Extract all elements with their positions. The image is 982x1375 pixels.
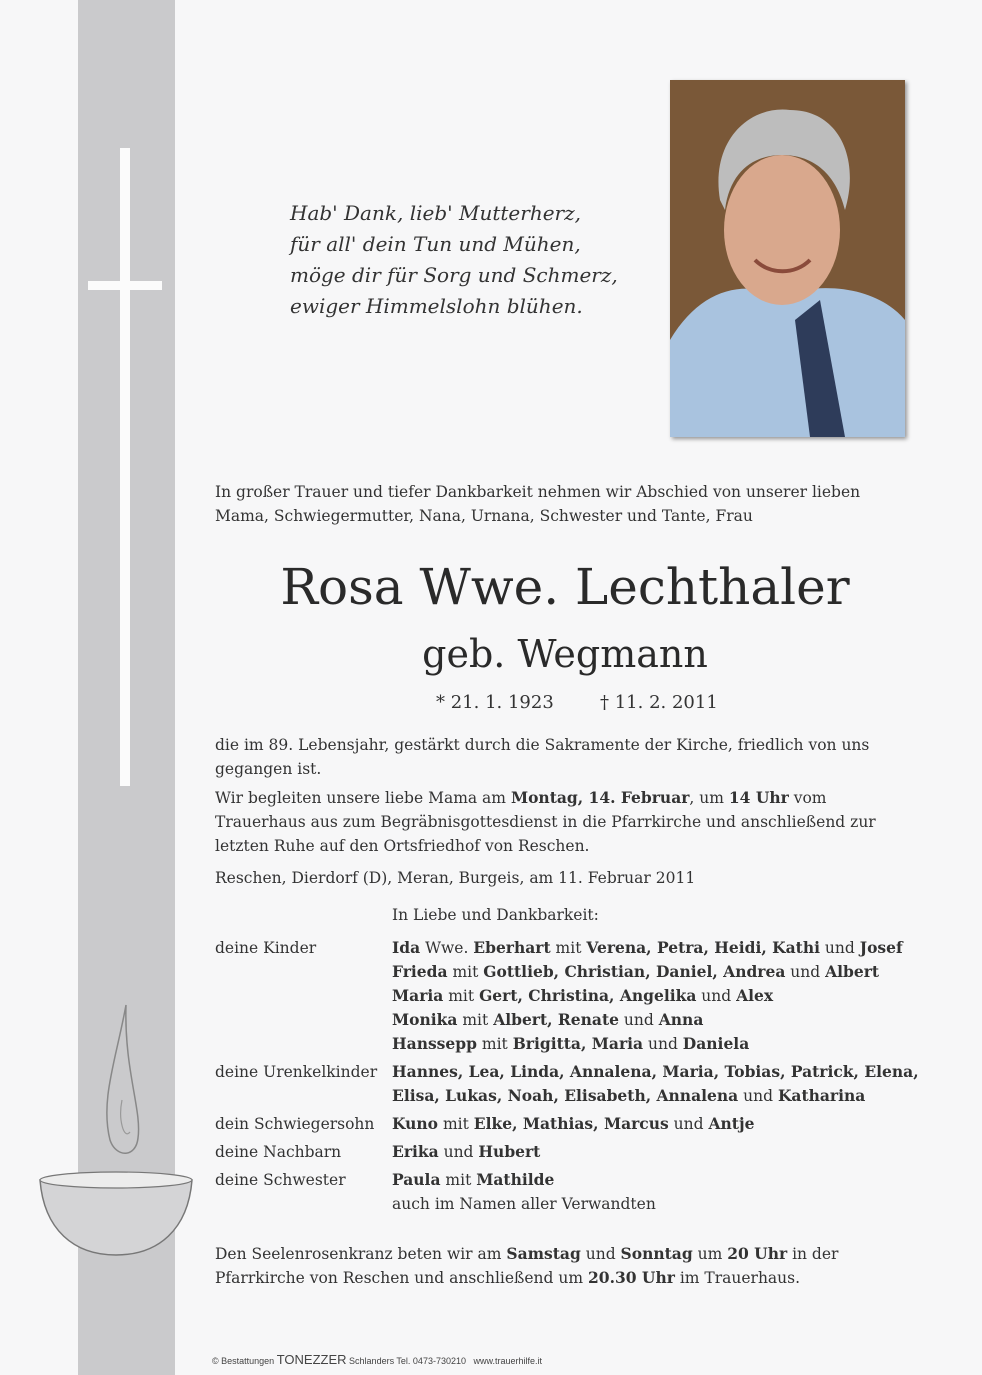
family-group-members — [392, 1168, 656, 1216]
bold-text: Kuno — [392, 1114, 439, 1133]
family-group-members — [392, 1112, 754, 1136]
bold-text: 14 Uhr — [728, 788, 789, 807]
text: und — [819, 939, 860, 957]
text: und — [438, 1143, 479, 1161]
bold-text: Sonntag — [620, 1244, 693, 1263]
intro-line: In großer Trauer und tiefer Dankbarkeit nehmen wir Abschied von unserer lieben — [215, 483, 861, 501]
family-group — [215, 1112, 919, 1136]
bold-text: Elisa, Lukas, Noah, Elisabeth, Annalena — [392, 1086, 739, 1105]
intro-line: Mama, Schwiegermutter, Nana, Urnana, Schwester und Tante, Frau — [215, 507, 753, 525]
place-date: Reschen, Dierdorf (D), Meran, Burgeis, am 11. Februar 2011 — [215, 869, 696, 887]
text: mit — [443, 987, 480, 1005]
cross-icon — [120, 148, 130, 786]
bold-text: Eberhart — [473, 938, 551, 957]
bold-text: Alex — [736, 986, 774, 1005]
poem-line: für all' dein Tun und Mühen, — [290, 232, 581, 256]
paragraph-funeral — [215, 786, 915, 858]
bold-text: 20 Uhr — [727, 1244, 788, 1263]
family-line — [392, 1032, 903, 1056]
family-group-label: deine Urenkelkinder — [215, 1063, 378, 1081]
family-line — [392, 1140, 540, 1164]
text: mit — [440, 1171, 477, 1189]
bold-text: Brigitta, Maria — [512, 1034, 644, 1053]
family-group — [215, 1140, 919, 1164]
text: mit — [550, 939, 587, 957]
deceased-name: Rosa Wwe. Lechthaler — [280, 558, 850, 616]
family-line — [392, 960, 903, 984]
poem-line: ewiger Himmelslohn blühen. — [290, 294, 583, 318]
rosary-text — [215, 1242, 915, 1290]
text: Den Seelenrosenkranz beten wir am — [215, 1245, 507, 1263]
family-line — [392, 936, 903, 960]
bold-text: 20.30 Uhr — [588, 1268, 675, 1287]
text: mit — [457, 1011, 494, 1029]
bold-text: Hannes, Lea, Linda, Annalena, Maria, Tobias, Patrick, Elena, — [392, 1062, 919, 1081]
bold-text: Hubert — [478, 1142, 541, 1161]
bold-text: Gottlieb, Christian, Daniel, Andrea — [483, 962, 786, 981]
bold-text: Hanssepp — [392, 1034, 477, 1053]
poem-line: Hab' Dank, lieb' Mutterherz, — [290, 201, 581, 225]
bold-text: Anna — [658, 1010, 704, 1029]
poem — [290, 198, 618, 322]
text: und — [738, 1087, 778, 1105]
footer — [212, 1352, 542, 1367]
family-list — [215, 936, 919, 1216]
signoff: In Liebe und Dankbarkeit: — [392, 906, 599, 924]
text: und — [785, 963, 826, 981]
portrait-photo — [670, 80, 905, 437]
bold-text: Samstag — [506, 1244, 581, 1263]
text: und — [643, 1035, 683, 1053]
text: in der Pfarrkirche von Reschen und anschließend um — [215, 1245, 839, 1287]
bold-text: Ida — [392, 938, 421, 957]
bold-text: Elke, Mathias, Marcus — [473, 1114, 669, 1133]
cross-icon-bar — [88, 281, 162, 290]
text: , um — [689, 789, 729, 807]
birth-date: * 21. 1. 1923 — [436, 692, 554, 713]
text: mit — [438, 1115, 474, 1133]
candle-bowl-icon — [38, 1000, 198, 1262]
bold-text: Verena, Petra, Heidi, Kathi — [586, 938, 820, 957]
family-line — [392, 1060, 919, 1084]
bold-text: Frieda — [392, 962, 448, 981]
birth-name: geb. Wegmann — [422, 632, 708, 676]
bold-text: Mathilde — [476, 1170, 555, 1189]
bold-text: Paula — [392, 1170, 441, 1189]
footer-copyright: © Bestattungen — [212, 1356, 275, 1366]
bold-text: Monika — [392, 1010, 458, 1029]
family-group-members — [392, 1140, 540, 1164]
bold-text: Antje — [708, 1114, 755, 1133]
paragraph-passing: die im 89. Lebensjahr, gestärkt durch die Sakramente der Kirche, friedlich von uns gegangen ist. — [215, 736, 870, 778]
bold-text: Albert, Renate — [493, 1010, 619, 1029]
bold-text: Daniela — [682, 1034, 750, 1053]
family-group-label: deine Kinder — [215, 939, 317, 957]
text: vom Trauerhaus aus zum Begräbnisgottesdienst in die Pfarrkirche und anschließend zur letzten Ruhe auf den Ortsfriedhof von Reschen. — [215, 789, 876, 855]
family-group-label: deine Schwester — [215, 1171, 346, 1189]
text: und — [668, 1115, 709, 1133]
text: Wir begleiten unsere liebe Mama am — [215, 789, 511, 807]
family-group — [215, 1168, 919, 1216]
family-group — [215, 1060, 919, 1108]
family-group-members — [392, 1060, 919, 1108]
bold-text: Gert, Christina, Angelika — [479, 986, 697, 1005]
text: um — [692, 1245, 728, 1263]
family-line — [392, 984, 903, 1008]
text: und — [619, 1011, 659, 1029]
family-group-members — [392, 936, 903, 1056]
footer-web[interactable]: www.trauerhilfe.it — [473, 1356, 543, 1366]
death-date: † 11. 2. 2011 — [600, 692, 718, 713]
text: und — [696, 987, 737, 1005]
intro-text — [215, 480, 915, 528]
family-group — [215, 936, 919, 1056]
poem-line: möge dir für Sorg und Schmerz, — [290, 263, 618, 287]
text: Wwe. — [420, 939, 474, 957]
family-group-label: deine Nachbarn — [215, 1143, 342, 1161]
bold-text: Maria — [392, 986, 444, 1005]
text: mit — [447, 963, 484, 981]
bold-text: Josef — [859, 938, 903, 957]
footer-brand: TONEZZER — [276, 1352, 347, 1367]
text: und — [580, 1245, 621, 1263]
text: mit — [476, 1035, 513, 1053]
family-group-label: dein Schwiegersohn — [215, 1115, 375, 1133]
bold-text: Katharina — [777, 1086, 866, 1105]
bold-text: Albert — [825, 962, 880, 981]
family-line — [392, 1008, 903, 1032]
family-line — [392, 1084, 919, 1108]
bold-text: Erika — [392, 1142, 439, 1161]
family-line — [392, 1168, 656, 1192]
family-line — [392, 1112, 754, 1136]
text: auch im Namen aller Verwandten — [392, 1195, 656, 1213]
footer-city: Schlanders — [349, 1356, 395, 1366]
bold-text: Montag, 14. Februar — [510, 788, 690, 807]
text: im Trauerhaus. — [674, 1269, 801, 1287]
family-line — [392, 1192, 656, 1216]
footer-phone: Tel. 0473-730210 — [396, 1356, 466, 1366]
